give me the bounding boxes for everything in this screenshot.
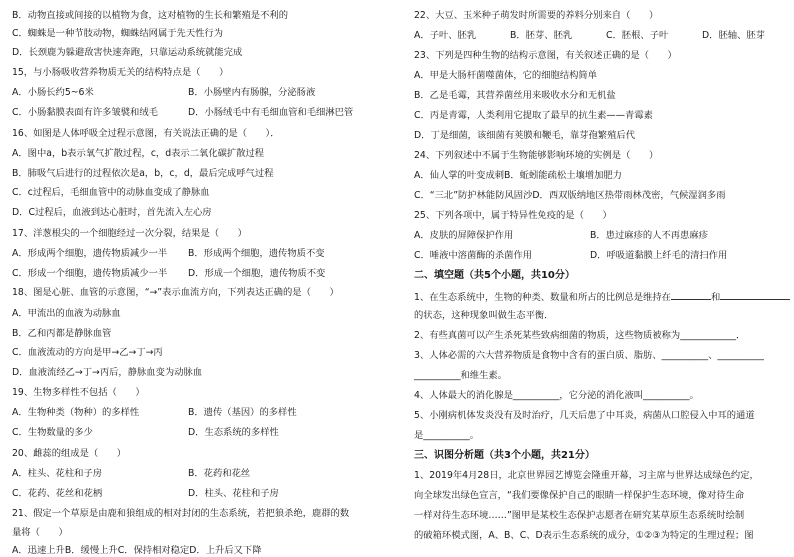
line-text: A．甲流出的血液为动脉血	[12, 308, 121, 319]
section-heading-r23	[414, 450, 794, 462]
question-line-l26	[12, 508, 392, 520]
line-text: 3、人体必需的六大营养物质是食物中含有的蛋白质、脂肪、__________、__________	[414, 350, 764, 361]
line-text: __________和维生素。	[414, 370, 507, 381]
question-line-l24	[12, 468, 392, 480]
question-line-l12	[12, 228, 392, 240]
question-line-l04	[12, 67, 392, 79]
line-text: 19、生物多样性不包括（ ）	[12, 387, 145, 398]
line-text: C．c过程后，毛细血管中的动脉血变成了静脉血	[12, 187, 210, 198]
line-text: 的状态，这种现象叫做生态平衡．	[414, 310, 554, 321]
option-b-d: D．呼吸道黏膜上纤毛的清扫作用	[590, 250, 728, 261]
fill-blank[interactable]	[760, 290, 790, 300]
question-line-r27	[414, 530, 794, 542]
line-text: C．蜘蛛是一种节肢动物，蜘蛛结网属于先天性行为	[12, 28, 224, 39]
question-line-l11	[12, 207, 392, 219]
question-line-l09	[12, 168, 392, 180]
line-text: 15，与小肠吸收营养物质无关的结构特点是（ ）	[12, 67, 229, 78]
option-a-c: A．生物种类（物种）的多样性	[12, 407, 140, 418]
option-2: C．胚根、子叶	[606, 30, 669, 41]
line-text: 17、洋葱根尖的一个细胞经过一次分裂，结果是（ ）	[12, 228, 247, 239]
line-text: 18、图是心脏、血管的示意图，“→”表示血流方向，下列表达正确的是（ ）	[12, 287, 339, 298]
option-a-c: C．唾液中溶菌酶的杀菌作用	[414, 250, 533, 261]
line-text: C．“三北”防护林能防风固沙D．西双版纳地区热带雨林茂密，气候湿润多雨	[414, 190, 726, 201]
question-line-l20	[12, 387, 392, 399]
question-line-r05	[414, 90, 794, 102]
question-line-r17	[414, 330, 794, 342]
option-b-d: B．形成两个细胞，遗传物质不变	[188, 248, 325, 259]
question-line-r22	[414, 430, 794, 442]
option-a-c: A．形成两个细胞，遗传物质减少一半	[12, 248, 168, 259]
question-line-r26	[414, 510, 794, 522]
line-text: D．血液流经乙→丁→丙后，静脉血变为动脉血	[12, 367, 203, 378]
line-text: A．仙人掌的叶变成刺B．蚯蚓能疏松土壤增加肥力	[414, 170, 622, 181]
option-b-d: B．遗传（基因）的多样性	[188, 407, 297, 418]
question-line-l16	[12, 308, 392, 320]
line-text: 二、填空题（共5个小题，共10分）	[414, 270, 575, 281]
question-line-l18	[12, 347, 392, 359]
option-b-d: D．形成一个细胞，遗传物质不变	[188, 268, 326, 279]
line-text: A．图中a，b表示氧气扩散过程，c，d表示二氧化碳扩散过程	[12, 148, 265, 159]
question-line-l25	[12, 488, 392, 500]
line-text: 1、在生态系统中，生物的种类、数量和所占的比例总是维持在	[414, 292, 671, 303]
question-line-r09	[414, 170, 794, 182]
question-line-r11	[414, 210, 794, 222]
question-line-l27	[12, 527, 392, 539]
question-line-l23	[12, 448, 392, 460]
section-heading-r14	[414, 270, 794, 282]
option-b-d: D．小肠绒毛中有毛细血管和毛细淋巴管	[188, 107, 354, 118]
line-text: A．迅速上升B．缓慢上升C．保持相对稳定D．上升后又下降	[12, 545, 262, 556]
question-line-r07	[414, 130, 794, 142]
question-line-l08	[12, 148, 392, 160]
line-text: B．乙和丙都是静脉血管	[12, 328, 112, 339]
option-1: B．胚芽、胚乳	[510, 30, 573, 41]
question-line-l05	[12, 87, 392, 99]
question-line-r10	[414, 190, 794, 202]
option-0: A．子叶、胚乳	[414, 30, 477, 41]
fill-blank[interactable]	[720, 290, 760, 300]
question-line-l07	[12, 128, 392, 140]
option-b-d: B．花药和花丝	[188, 468, 251, 479]
line-text: C．丙是青霉，人类利用它提取了最早的抗生素——青霉素	[414, 110, 653, 121]
line-text: 和	[710, 292, 721, 303]
option-a-c: A．小肠长约5~6米	[12, 87, 94, 98]
question-line-r18	[414, 350, 794, 362]
question-line-r25	[414, 490, 794, 502]
line-text: 1、2019年4月28日，北京世界园艺博览会隆重开幕，习主席与世界达成绿色约定，	[414, 470, 759, 481]
question-line-r02	[414, 30, 794, 42]
question-line-r01	[414, 10, 794, 22]
question-line-l01	[12, 10, 392, 22]
question-line-r06	[414, 110, 794, 122]
line-text: 20、雌蕊的组成是（ ）	[12, 448, 127, 459]
option-a-c: A．皮肤的屏障保护作用	[414, 230, 514, 241]
line-text: 23、下列是四种生物的结构示意图，有关叙述正确的是（ ）	[414, 50, 677, 61]
question-line-l14	[12, 268, 392, 280]
question-line-l13	[12, 248, 392, 260]
question-line-r03	[414, 50, 794, 62]
line-text: C．血液流动的方向是甲→乙→丁→丙	[12, 347, 163, 358]
option-a-c: C．形成一个细胞，遗传物质减少一半	[12, 268, 168, 279]
line-text: 向全球发出绿色宣言，“我们要像保护自己的眼睛一样保护生态环境，像对待生命	[414, 490, 745, 501]
line-text: 25、下列各项中，属于特异性免疫的是（ ）	[414, 210, 612, 221]
option-a-c: A．柱头、花柱和子房	[12, 468, 103, 479]
line-text: B．肺吸气后进行的过程依次是a，b，c，d，最后完成呼气过程	[12, 168, 274, 179]
question-line-r13	[414, 250, 794, 262]
question-line-r21	[414, 410, 794, 422]
question-line-r12	[414, 230, 794, 242]
line-text: B．乙是毛霉，其营养菌丝用来吸收水分和无机盐	[414, 90, 616, 101]
line-text: 2、有些真菌可以产生杀死某些致病细菌的物质，这些物质被称为____________．	[414, 330, 746, 341]
line-text: 4、人体最大的消化腺是__________，它分泌的消化液叫__________。	[414, 390, 699, 401]
question-line-l15	[12, 287, 392, 299]
line-text: 的破箱环模式图，A、B、C、D表示生态系统的成分，①②③为特定的生理过程；图	[414, 530, 754, 541]
option-b-d: D．柱头、花柱和子房	[188, 488, 279, 499]
option-b-d: B．患过麻疹的人不再患麻疹	[590, 230, 708, 241]
question-line-l02	[12, 28, 392, 40]
question-line-r19	[414, 370, 794, 382]
option-a-c: C．小肠黏膜表面有许多皱襞和绒毛	[12, 107, 158, 118]
line-text: D．C过程后，血液到达心脏时，首先流入左心房	[12, 207, 212, 218]
line-text: A．甲是大肠杆菌噬菌体，它的细胞结构简单	[414, 70, 598, 81]
option-3: D．胚轴、胚芽	[702, 30, 765, 41]
line-text: 三、识图分析题（共3个小题，共21分）	[414, 450, 595, 461]
question-line-l22	[12, 427, 392, 439]
option-b-d: B．小肠壁内有肠腺，分泌肠液	[188, 87, 316, 98]
question-line-r16	[414, 310, 794, 322]
question-line-l28	[12, 545, 392, 557]
question-line-r15	[414, 290, 794, 302]
line-text: 24、下列叙述中不属于生物能够影响环境的实例是（ ）	[414, 150, 659, 161]
question-line-r20	[414, 390, 794, 402]
line-text: 21、假定一个草原是由鹿和狼组成的相对封闭的生态系统，若把狼杀绝，鹿群的数	[12, 508, 350, 519]
line-text: D．长颈鹿为躲避敌害快速奔跑，只靠运动系统就能完成	[12, 47, 243, 58]
fill-blank[interactable]	[671, 290, 711, 300]
question-line-l06	[12, 107, 392, 119]
line-text: B．动物直接或间接的以植物为食，这对植物的生长和繁殖是不利的	[12, 10, 288, 21]
line-text: 量将（ ）	[12, 527, 68, 538]
question-line-l17	[12, 328, 392, 340]
line-text: 16、如图是人体呼吸全过程示意图，有关说法正确的是（ ）．	[12, 128, 280, 139]
question-line-r08	[414, 150, 794, 162]
question-line-l19	[12, 367, 392, 379]
line-text: D．丁是细菌，该细菌有荚膜和鞭毛，靠芽孢繁殖后代	[414, 130, 635, 141]
question-line-r04	[414, 70, 794, 82]
question-line-l21	[12, 407, 392, 419]
question-line-l10	[12, 187, 392, 199]
option-a-c: C．生物数量的多少	[12, 427, 93, 438]
option-b-d: D．生态系统的多样性	[188, 427, 279, 438]
question-line-l03	[12, 47, 392, 59]
line-text: 22、大豆、玉米种子萌发时所需要的养料分别来自（ ）	[414, 10, 659, 21]
line-text: 5、小刚病机体发炎没有及时治疗，几天后患了中耳炎，病菌从口腔侵入中耳的通道	[414, 410, 755, 421]
line-text: 是__________。	[414, 430, 480, 441]
option-a-c: C．花药、花丝和花柄	[12, 488, 103, 499]
question-line-r24	[414, 470, 794, 482]
line-text: 一样对待生态环境……”图甲是某校生态保护志愿者在研究某草原生态系统时绘制	[414, 510, 745, 521]
